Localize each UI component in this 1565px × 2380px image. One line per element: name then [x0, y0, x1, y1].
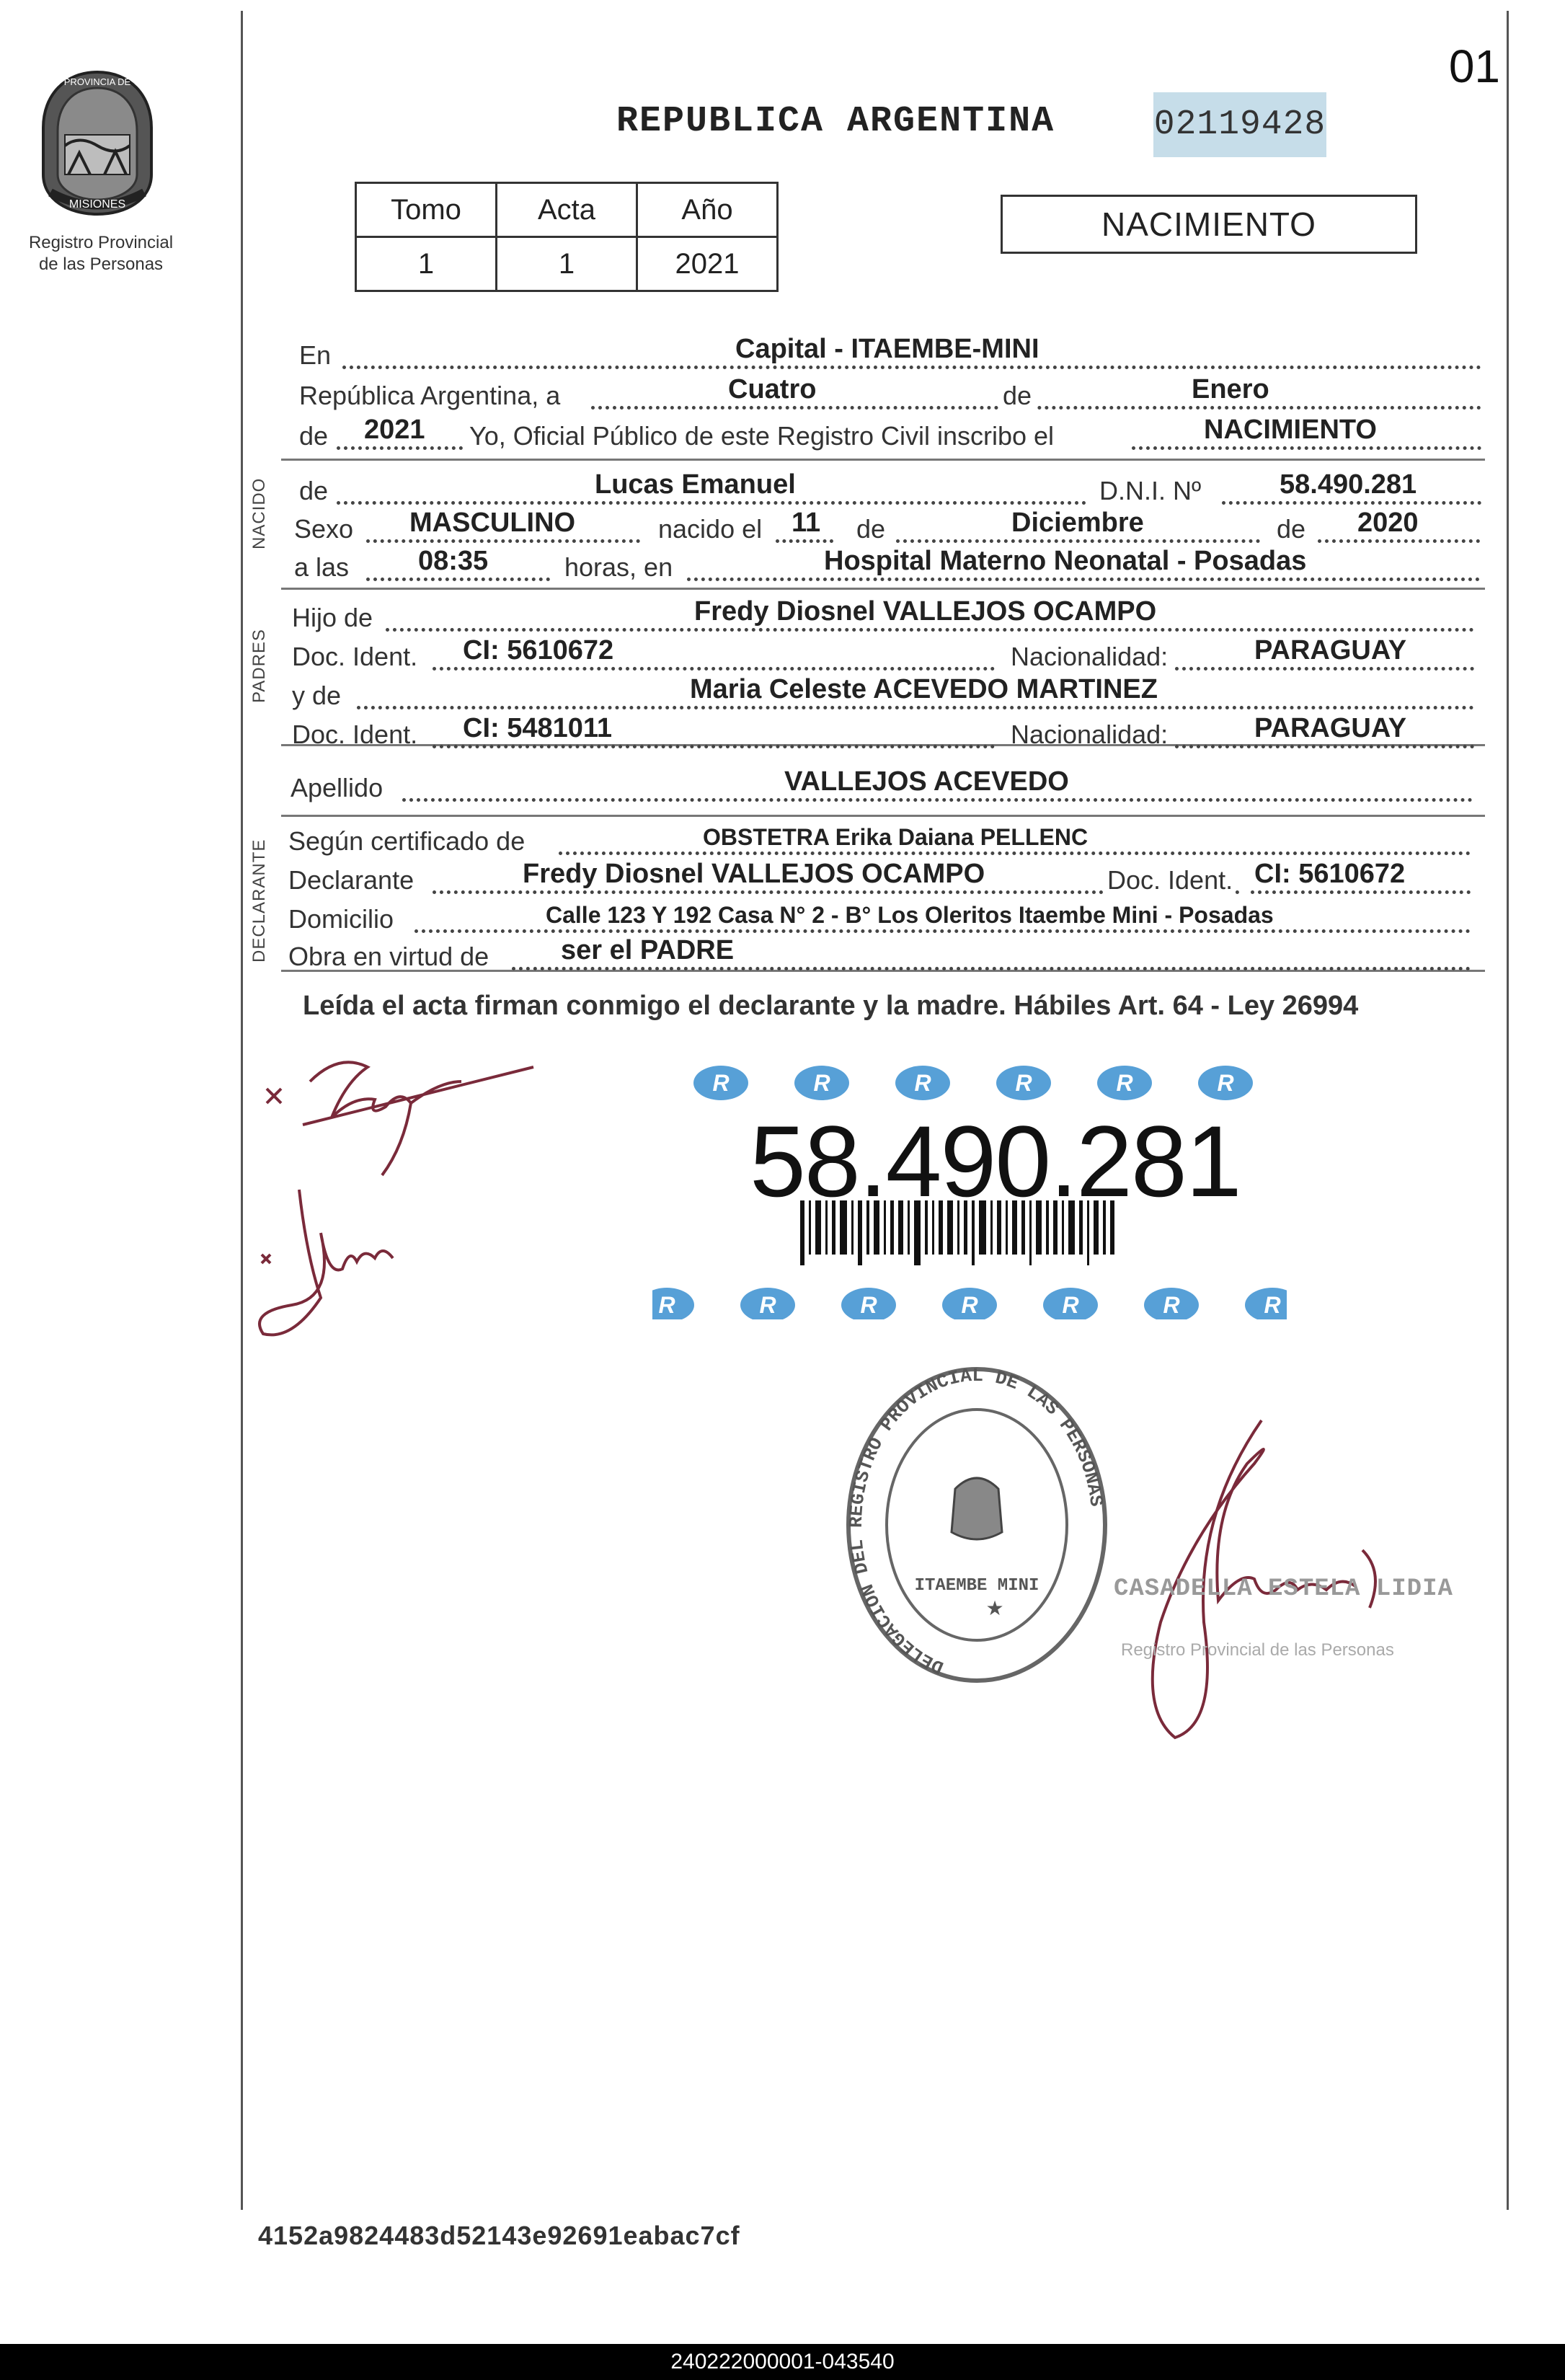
stamp-center-text: ITAEMBE MINI: [914, 1576, 1039, 1596]
value-apellido: VALLEJOS ACEVEDO: [784, 766, 1069, 797]
closing-statement: Leída el acta firman conmigo el declarante y la madre. Hábiles Art. 64 - Ley 26994: [303, 991, 1359, 1021]
label-segun-certificado: Según certificado de: [288, 826, 526, 856]
label-yo-oficial: Yo, Oficial Público de este Registro Civil inscribo el: [469, 421, 1055, 451]
label-a-las: a las: [294, 552, 350, 582]
svg-text:R: R: [1116, 1070, 1133, 1096]
label-republica: República Argentina, a: [299, 381, 561, 410]
dotted-line: [1132, 446, 1481, 450]
value-madre: Maria Celeste ACEVEDO MARTINEZ: [690, 674, 1158, 704]
dotted-line: [337, 501, 1086, 505]
dni-label-number: 58.490.281: [750, 1105, 1241, 1218]
svg-text:R: R: [1062, 1292, 1079, 1318]
officer-name: CASADELLA ESTELA LIDIA: [1114, 1575, 1453, 1603]
crest-caption: [7, 232, 195, 275]
madre-nacionalidad-text: PARAGUAY: [1254, 713, 1407, 743]
dotted-line: [1222, 501, 1481, 505]
label-nacido-el: nacido el: [658, 514, 763, 544]
section-divider: [281, 459, 1485, 461]
registry-header-row: [356, 183, 778, 237]
value-dni: 58.490.281: [1280, 469, 1417, 500]
value-mes-nac: Diciembre: [1011, 508, 1144, 538]
value-nombre: Lucas Emanuel: [595, 469, 796, 500]
crest-caption-line1: Registro Provincial: [28, 233, 174, 252]
label-doc-ident-padre: Doc. Ident.: [292, 642, 418, 671]
value-acto: NACIMIENTO: [1204, 415, 1377, 445]
pattern-mark-icon: [996, 1066, 1051, 1100]
row-apellido: [291, 766, 1473, 806]
registry-value-acta: 1: [497, 237, 637, 291]
document-hash: 4152a9824483d52143e92691eabac7cf: [258, 2221, 740, 2250]
crest-ring-text: PROVINCIA DE: [63, 76, 131, 87]
side-label-padres: PADRES: [249, 629, 269, 703]
right-border-line: [1507, 11, 1509, 2210]
dotted-line: [1175, 667, 1474, 671]
pattern-mark-icon: [942, 1288, 997, 1319]
footer-code: 240222000001-043540: [670, 2350, 895, 2374]
svg-text:R: R: [658, 1292, 675, 1318]
svg-text:R: R: [1217, 1070, 1234, 1096]
row-acto: [299, 414, 1481, 454]
value-madre-nac: [1096, 713, 1407, 744]
pattern-mark-icon: [841, 1288, 896, 1319]
dotted-line: [512, 967, 1471, 970]
label-y-de: y de: [292, 681, 342, 710]
side-label-declarante: DECLARANTE: [249, 839, 269, 963]
label-de-mes: de: [998, 381, 1036, 411]
row-lugar: [299, 333, 1481, 373]
pattern-mark-icon: [693, 1066, 748, 1100]
dotted-line: [366, 539, 640, 543]
label-de-year: de: [299, 421, 329, 451]
value-dia-letras: Cuatro: [728, 374, 817, 404]
label-apellido: Apellido: [291, 773, 384, 802]
value-anio-nac: 2020: [1357, 508, 1419, 538]
registry-value-anio: 2021: [637, 237, 778, 291]
label-dni: D.N.I. Nº: [1099, 476, 1202, 505]
pattern-mark-icon: [1097, 1066, 1152, 1100]
registry-value-row: [356, 237, 778, 291]
pattern-mark-icon: [740, 1288, 795, 1319]
value-madre-doc: CI: 5481011: [463, 713, 613, 743]
footer-code-bar: [0, 2344, 1565, 2380]
svg-text:R: R: [759, 1292, 776, 1318]
svg-text:R: R: [712, 1070, 730, 1096]
dotted-line: [1318, 539, 1480, 543]
pattern-mark-icon: [1043, 1288, 1098, 1319]
row-padre-doc: [292, 634, 1474, 675]
svg-text:R: R: [860, 1292, 877, 1318]
mother-signature: [249, 1168, 465, 1355]
value-padre: Fredy Diosnel VALLEJOS OCAMPO: [694, 596, 1157, 627]
registry-header-tomo: Tomo: [356, 183, 497, 237]
label-domicilio: Domicilio: [288, 904, 394, 934]
officer-office: Registro Provincial de las Personas: [1121, 1640, 1394, 1660]
dotted-line: [414, 929, 1471, 933]
row-padre: [292, 596, 1474, 636]
dotted-line: [357, 706, 1474, 709]
label-hijo-de: Hijo de: [292, 603, 373, 632]
pattern-mark-icon: [1144, 1288, 1199, 1319]
misiones-crest: [36, 66, 159, 218]
value-lugar-nac: Hospital Materno Neonatal - Posadas: [824, 546, 1307, 576]
serial-number-sticker: 02119428: [1153, 92, 1326, 157]
row-certificado: [288, 819, 1471, 859]
section-divider: [281, 815, 1485, 817]
label-nacionalidad-madre: Nacionalidad:: [1011, 720, 1169, 749]
row-sexo: [294, 507, 1480, 547]
dotted-line: [386, 628, 1474, 632]
svg-text:R: R: [914, 1070, 931, 1096]
row-obra: [288, 934, 1471, 975]
value-declarante-doc: CI: 5610672: [1254, 859, 1406, 889]
dotted-line: [591, 406, 1481, 410]
row-fecha: [299, 373, 1481, 414]
svg-text:R: R: [813, 1070, 830, 1096]
label-en: En: [299, 340, 332, 370]
dotted-line: [342, 366, 1481, 369]
stamp-star-icon: ★: [985, 1597, 1004, 1619]
label-obra: Obra en virtud de: [288, 942, 489, 971]
value-mes: Enero: [1192, 374, 1269, 404]
padre-nacionalidad-text: PARAGUAY: [1254, 635, 1407, 665]
value-domicilio: Calle 123 Y 192 Casa N° 2 - B° Los Oleritos Itaembe Mini - Posadas: [546, 902, 1274, 928]
registry-table: [355, 182, 779, 292]
label-nacionalidad-padre: Nacionalidad:: [1011, 642, 1169, 671]
label-de-dia: de: [856, 514, 886, 544]
value-hora: 08:35: [418, 546, 489, 576]
value-padre-doc: CI: 5610672: [463, 635, 614, 665]
section-divider: [281, 588, 1485, 590]
registry-header-acta: Acta: [497, 183, 637, 237]
svg-text:R: R: [1163, 1292, 1180, 1318]
dotted-line: [402, 798, 1473, 802]
value-declarante: Fredy Diosnel VALLEJOS OCAMPO: [523, 859, 985, 889]
pattern-mark-icon: [652, 1288, 694, 1319]
registry-value-tomo: 1: [356, 237, 497, 291]
dotted-line: [1175, 745, 1474, 748]
dotted-line: [687, 578, 1480, 581]
left-border-line: [241, 11, 243, 2210]
label-de-anio: de: [1277, 514, 1306, 544]
label-doc-ident-madre: Doc. Ident.: [292, 720, 418, 749]
dotted-line: [337, 446, 463, 450]
dotted-line: [559, 851, 1471, 855]
value-lugar: Capital - ITAEMBE-MINI: [735, 334, 1039, 364]
stamp-ring-text: DELEGACION DEL REGISTRO PROVINCIAL DE LAS PERSONAS: [845, 1366, 1107, 1678]
page-number: 01: [1448, 40, 1500, 92]
svg-text:R: R: [1015, 1070, 1032, 1096]
dotted-line: [896, 539, 1260, 543]
label-horas-en: horas, en: [564, 552, 673, 582]
crest-banner-text: MISIONES: [68, 198, 126, 211]
svg-text:R: R: [961, 1292, 978, 1318]
pattern-mark-icon: [794, 1066, 849, 1100]
record-type-box: NACIMIENTO: [1001, 195, 1417, 254]
official-stamp: [840, 1366, 1114, 1698]
svg-text:R: R: [1264, 1292, 1281, 1318]
crest-caption-line2: de las Personas: [38, 255, 164, 274]
declarant-signature: [260, 1038, 548, 1182]
value-obra: ser el PADRE: [561, 935, 735, 965]
dotted-line: [366, 578, 550, 581]
row-madre-doc: [292, 712, 1474, 753]
dotted-line: [433, 667, 995, 671]
pattern-mark-icon: [1245, 1288, 1287, 1319]
label-de-name: de: [299, 476, 329, 505]
label-doc-ident-declarante: Doc. Ident.: [1104, 865, 1236, 895]
value-certificado: OBSTETRA Erika Daiana PELLENC: [703, 824, 1089, 850]
dotted-line: [776, 539, 833, 543]
value-dia-nac: 11: [792, 508, 821, 538]
row-domicilio: [288, 897, 1471, 937]
value-anio: 2021: [364, 415, 425, 445]
row-madre: [292, 673, 1474, 714]
value-sexo: MASCULINO: [409, 508, 576, 538]
row-nombre: [299, 469, 1481, 509]
registry-header-anio: Año: [637, 183, 778, 237]
value-padre-nac: [1096, 635, 1407, 666]
dotted-line: [1251, 890, 1471, 894]
side-label-nacido: NACIDO: [249, 477, 269, 549]
row-hora: [294, 545, 1480, 585]
pattern-mark-icon: [895, 1066, 950, 1100]
dotted-line: [433, 745, 995, 748]
pattern-mark-icon: [1198, 1066, 1253, 1100]
label-sexo: Sexo: [294, 514, 354, 544]
row-declarante: [288, 858, 1471, 898]
page-title: REPUBLICA ARGENTINA: [616, 101, 1055, 142]
label-declarante: Declarante: [288, 865, 414, 895]
